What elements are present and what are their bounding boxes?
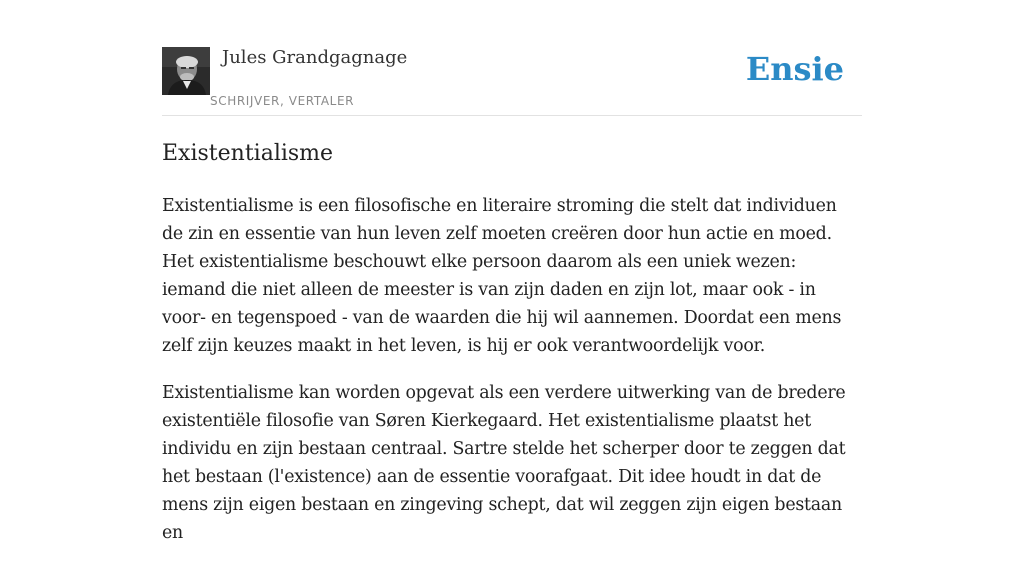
author-header bbox=[162, 0, 862, 116]
brand-logo[interactable]: Ensie bbox=[745, 50, 844, 88]
article-paragraph: Existentialisme kan worden opgevat als een verdere uitwerking van de bredere existentiële filosofie van Søren Kierkegaard. Het existentialisme plaatst het individu en zijn bestaan centraal. Sartre stelde het scherper door te zeggen dat het bestaan (l'existence) aan de essentie voorafgaat. Dit idee houdt in dat de mens zijn eigen bestaan en zingeving schept, dat wil zeggen zijn eigen bestaan en bbox=[162, 383, 846, 543]
author-avatar[interactable] bbox=[162, 47, 210, 95]
content-container bbox=[162, 0, 862, 543]
avatar-photo bbox=[162, 47, 210, 95]
article-title: Existentialisme bbox=[162, 141, 334, 166]
article-paragraph: Existentialisme is een filosofische en literaire stroming die stelt dat individuen de zin en essentie van hun leven zelf moeten creëren door hun actie en moed. Het existentialisme beschouwt elke persoon daarom als een uniek wezen: iemand die niet alleen de meester is van zijn daden en zijn lot, maar ook - in voor- en tegenspoed - van de waarden die hij wil aannemen. Doordat een mens zelf zijn keuzes maakt in het leven, is hij er ook verantwoordelijk voor. bbox=[162, 196, 842, 356]
article-body bbox=[162, 192, 862, 566]
author-role: SCHRIJVER, VERTALER bbox=[210, 94, 355, 108]
author-name[interactable]: Jules Grandgagnage bbox=[222, 47, 408, 68]
